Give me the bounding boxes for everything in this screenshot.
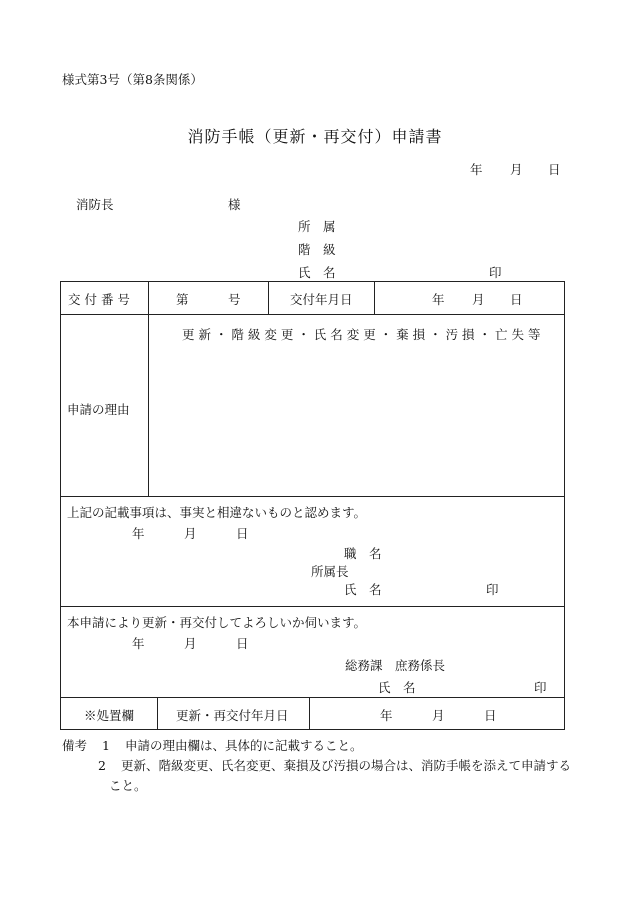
date-year-label: 年 — [470, 162, 483, 177]
renew-date-year: 年 — [380, 708, 393, 723]
remarks-item-text: 更新、階級変更、氏名変更、棄損及び汚損の場合は、消防手帳を添えて申請する — [120, 758, 571, 773]
section-name-label: 氏 名 — [378, 680, 416, 695]
issue-number-label: 交 付 番 号 — [68, 292, 130, 307]
request-date-day: 日 — [236, 636, 249, 651]
table-row-divider — [60, 314, 565, 315]
form-number-label: 様式第3号（第8条関係） — [62, 72, 203, 87]
renew-date-day: 日 — [484, 708, 497, 723]
issue-number-suffix: 号 — [228, 292, 241, 307]
certify-date-month: 月 — [184, 526, 197, 541]
chief-label: 所属長 — [311, 564, 349, 579]
chief-title-label: 職 名 — [344, 546, 382, 561]
certify-statement: 上記の記載事項は、事実と相違ないものと認めます。 — [67, 505, 367, 520]
section-seal-mark: 印 — [534, 680, 547, 695]
table-column-divider — [148, 281, 149, 496]
section-chief-label: 総務課 庶務係長 — [345, 658, 446, 673]
date-month-label: 月 — [510, 162, 523, 177]
remarks-line — [62, 736, 571, 756]
remarks-section — [62, 736, 571, 796]
table-column-divider — [157, 697, 158, 729]
table-column-divider — [309, 697, 310, 729]
request-statement: 本申請により更新・再交付してよろしいか伺います。 — [67, 615, 367, 630]
renew-date-label: 更新・再交付年月日 — [176, 708, 289, 723]
chief-name-label: 氏 名 — [344, 582, 382, 597]
addressee-label: 消防長 — [76, 197, 114, 212]
applicant-affiliation-label: 所 属 — [298, 219, 336, 234]
form-title: 消防手帳（更新・再交付）申請書 — [187, 127, 443, 146]
disposal-label: ※処置欄 — [84, 708, 135, 723]
issue-number-prefix: 第 — [176, 292, 189, 307]
remarks-line — [62, 756, 571, 776]
remarks-continuation: こと。 — [109, 778, 147, 793]
table-column-divider — [374, 281, 375, 314]
table-border-right — [564, 281, 565, 730]
chief-seal-mark: 印 — [486, 582, 499, 597]
issue-date-label: 交付年月日 — [290, 292, 353, 307]
remarks-item-number: 2 — [98, 758, 106, 773]
applicant-rank-label: 階 級 — [298, 242, 336, 257]
renew-date-month: 月 — [432, 708, 445, 723]
table-row-divider — [60, 697, 565, 698]
reason-options: 更 新 ・ 階 級 変 更 ・ 氏 名 変 更 ・ 棄 損 ・ 汚 損 ・ 亡 失 等 — [182, 327, 541, 342]
certify-date-day: 日 — [236, 526, 249, 541]
certify-date-year: 年 — [132, 526, 145, 541]
request-date-month: 月 — [184, 636, 197, 651]
addressee-honorific: 様 — [228, 197, 241, 212]
table-border-top — [60, 281, 565, 282]
applicant-seal-mark: 印 — [489, 265, 502, 280]
issue-date-year: 年 — [432, 292, 445, 307]
request-date-year: 年 — [132, 636, 145, 651]
table-border-left — [60, 281, 61, 730]
remarks-item-text: 申請の理由欄は、具体的に記載すること。 — [124, 738, 363, 753]
remarks-heading: 備考 — [62, 738, 88, 753]
applicant-name-label: 氏 名 — [298, 265, 336, 280]
table-column-divider — [268, 281, 269, 314]
date-day-label: 日 — [548, 162, 561, 177]
reason-label: 申請の理由 — [67, 402, 130, 417]
issue-date-month: 月 — [472, 292, 485, 307]
remarks-item-number: 1 — [102, 738, 110, 753]
issue-date-day: 日 — [510, 292, 523, 307]
application-table — [60, 281, 565, 730]
table-border-bottom — [60, 729, 565, 730]
table-row-divider — [60, 606, 565, 607]
table-row-divider — [60, 496, 565, 497]
